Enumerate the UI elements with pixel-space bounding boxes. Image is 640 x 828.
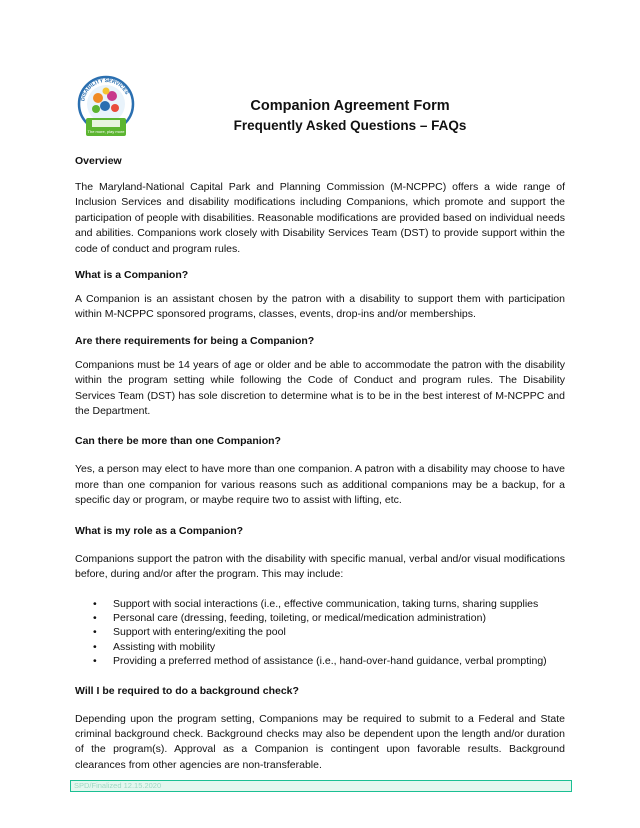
section-heading: Are there requirements for being a Companion?	[75, 334, 315, 347]
footer-text: SPD/Finalized 12.15.2020	[74, 781, 162, 790]
section-paragraph: The Maryland-National Capital Park and Planning Commission (M-NCPPC) offers a wide range of Inclusion Services and disability modifications including Companions, which promote and support the participation of people with disabilities. Reasonable modifications are provided based on individual needs and abilities. Companions work closely with Disability Services Team (DST) to provide support within the code of conduct and program rules.	[75, 181, 565, 255]
section-paragraph: Depending upon the program setting, Companions may be required to submit to a Federal and State criminal background check. Background checks may also be dependent upon the length and/or duration of the program(s). Approval as a Companion is contingent upon favorable results. Background clearances from other agencies are non-transferable.	[75, 712, 565, 771]
list-item: • Assisting with mobility	[113, 640, 565, 654]
list-item: • Providing a preferred method of assistance (i.e., hand-over-hand guidance, verbal prompting)	[113, 654, 565, 668]
section-paragraph: Companions must be 14 years of age or older and be able to accommodate the patron with the disability within the program setting while following the Code of Conduct and program rules. The Disability Services Team (DST) has sole discretion to determine what is to be in the best interest of M-NCPPC and the Department.	[75, 358, 565, 418]
footer-bar	[70, 780, 572, 792]
section-paragraph: Companions support the patron with the disability with specific manual, verbal and/or visual modifications before, during and/or after the program. This may include:	[75, 552, 565, 581]
document-title: Companion Agreement Form	[250, 98, 450, 114]
disability-services-logo	[74, 74, 138, 140]
section-role	[75, 524, 565, 669]
section-what-is-companion	[75, 268, 565, 323]
section-paragraph: A Companion is an assistant chosen by the patron with a disability to support them with participation within M-NCPPC sponsored programs, classes, events, drop-ins and/or memberships.	[75, 293, 565, 321]
document-subtitle: Frequently Asked Questions – FAQs	[233, 118, 467, 133]
section-more-than-one	[75, 434, 565, 508]
section-overview	[75, 154, 565, 257]
document-header	[180, 97, 520, 135]
list-item: • Support with entering/exiting the pool	[113, 625, 565, 639]
section-requirements	[75, 334, 565, 420]
role-bullet-list	[75, 597, 565, 669]
section-background-check	[75, 684, 565, 774]
section-heading: Can there be more than one Companion?	[75, 435, 281, 448]
section-heading: What is my role as a Companion?	[75, 524, 244, 537]
list-item: • Personal care (dressing, feeding, toileting, or medical/medication administration)	[113, 611, 565, 625]
list-item: • Support with social interactions (i.e., effective communication, taking turns, sharing supplies	[113, 597, 565, 611]
section-heading: What is a Companion?	[75, 269, 189, 282]
logo-ring-text: DISABILITY SERVICES	[80, 77, 130, 102]
logo-badge-text: The more, play more	[87, 129, 125, 134]
section-paragraph: Yes, a person may elect to have more than one companion. A patron with a disability may choose to have more than one companion for various reasons such as additional companions may be a backup, for a specific day or program, or maybe require two to assist with lifting, etc.	[75, 463, 565, 507]
logo-graphic	[74, 74, 138, 140]
faq-content	[75, 154, 565, 773]
section-heading: Will I be required to do a background check?	[75, 684, 299, 697]
section-heading: Overview	[75, 155, 122, 167]
